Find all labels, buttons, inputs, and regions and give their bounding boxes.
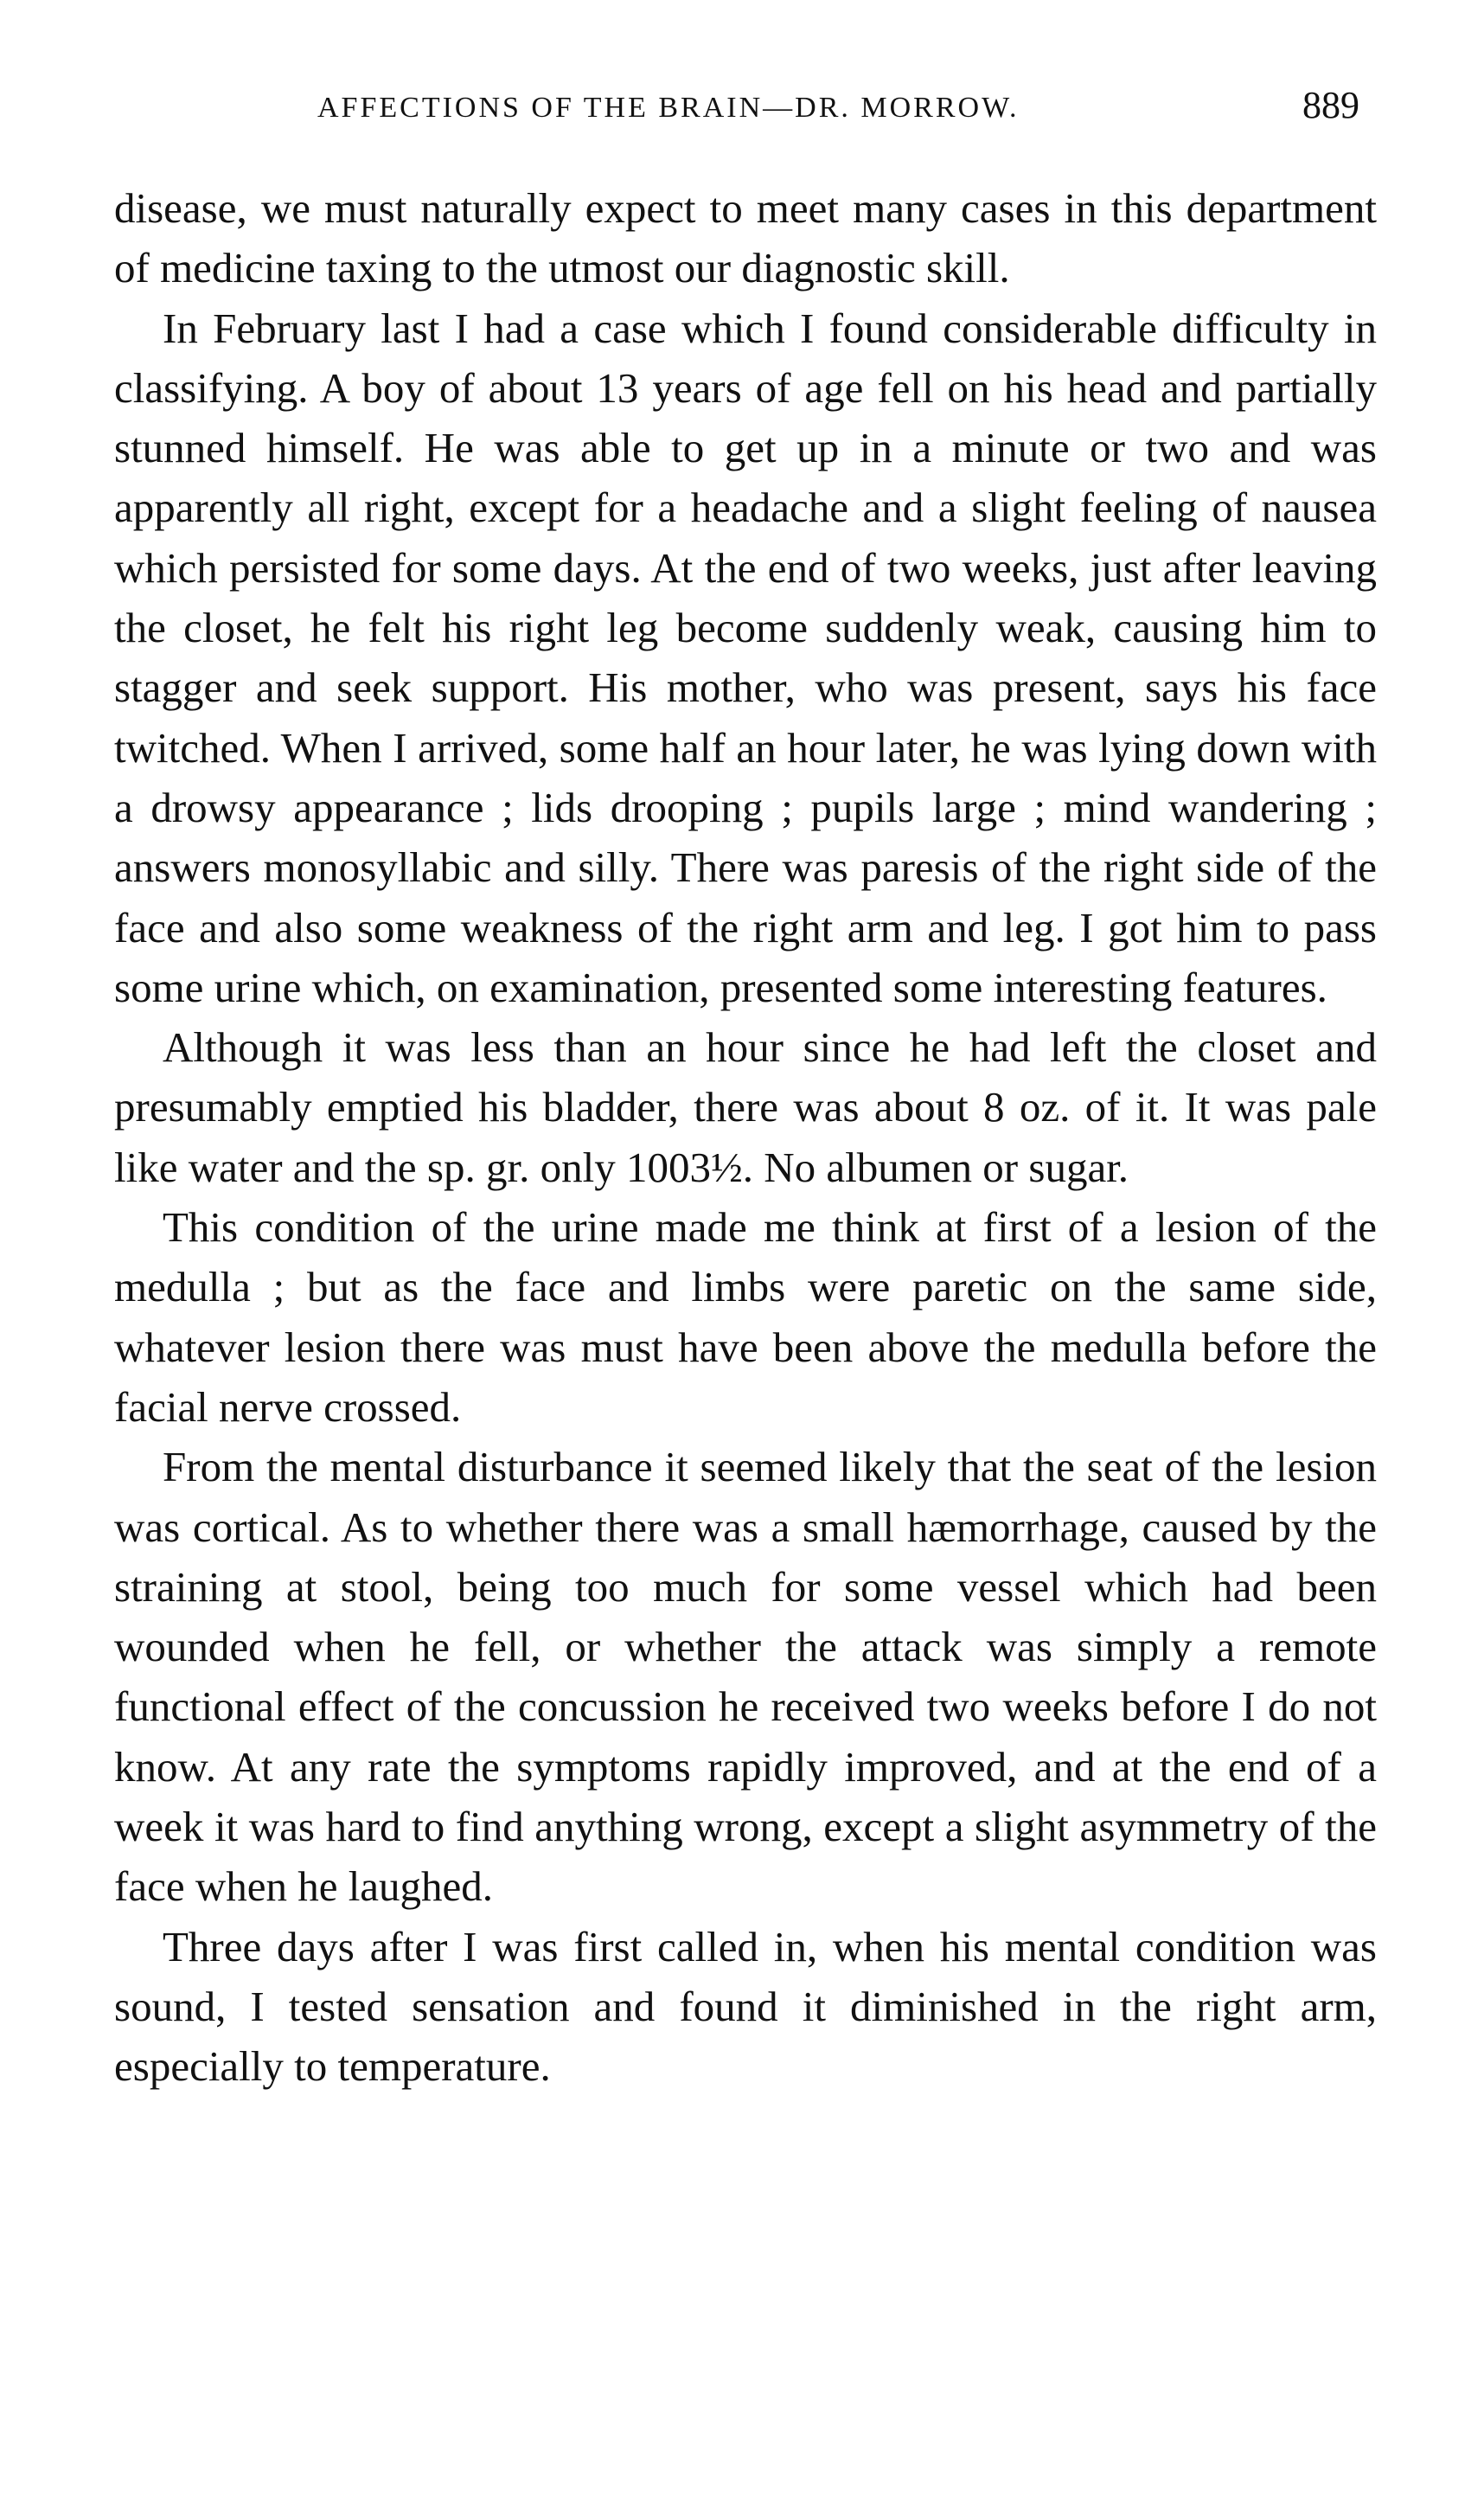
paragraph: Although it was less than an hour since he had left the closet and presumably emptied his bladder, there was about 8 oz. of it. It was pale like water and the sp. gr. only 1003½. No albumen or sugar. [114,1023,1377,1191]
paragraph-continued: disease, we must naturally expect to meet many cases in this department of medicine taxing to the utmost our diagnostic skill. [114,184,1377,292]
book-page [114,80,1377,2097]
paragraph: This condition of the urine made me think at first of a lesion of the medulla ; but as the face and limbs were paretic on the same side, whatever lesion there was must have been above the medulla before the facial nerve crossed. [114,1203,1377,1431]
running-title: AFFECTIONS OF THE BRAIN—DR. MORROW. [317,92,1020,124]
paragraph: From the mental disturbance it seemed likely that the seat of the lesion was cortical. As to whether there was a small hæmorrhage, caused by the straining at stool, being too much for some vessel which had been wounded when he fell, or whether the attack was simply a remote functional effect of the concussion he received two weeks before I do not know. At any rate the symptoms rapidly improved, and at the end of a week it was hard to find anything wrong, except a slight asymmetry of the face when he laughed. [114,1443,1377,1911]
paragraph: Three days after I was first called in, when his mental condition was sound, I tested sensation and found it diminished in the right arm, especially to temperature. [114,1922,1377,2091]
page-number: 889 [1302,84,1359,126]
paragraph: In February last I had a case which I found considerable difficulty in classifying. A boy of about 13 years of age fell on his head and partially stunned himself. He was able to get up in a minute or two and was apparently all right, except for a headache and a slight feeling of nausea which persisted for some days. At the end of two weeks, just after leaving the closet, he felt his right leg become suddenly weak, causing him to stagger and seek support. His mother, who was present, says his face twitched. When I arrived, some half an hour later, he was lying down with a drowsy appearance ; lids drooping ; pupils large ; mind wandering ; answers monosyllabic and silly. There was paresis of the right side of the face and also some weakness of the right arm and leg. I got him to pass some urine which, on examination, presented some interesting features. [114,304,1377,1011]
running-header [114,80,1377,140]
body-text [114,178,1377,2097]
